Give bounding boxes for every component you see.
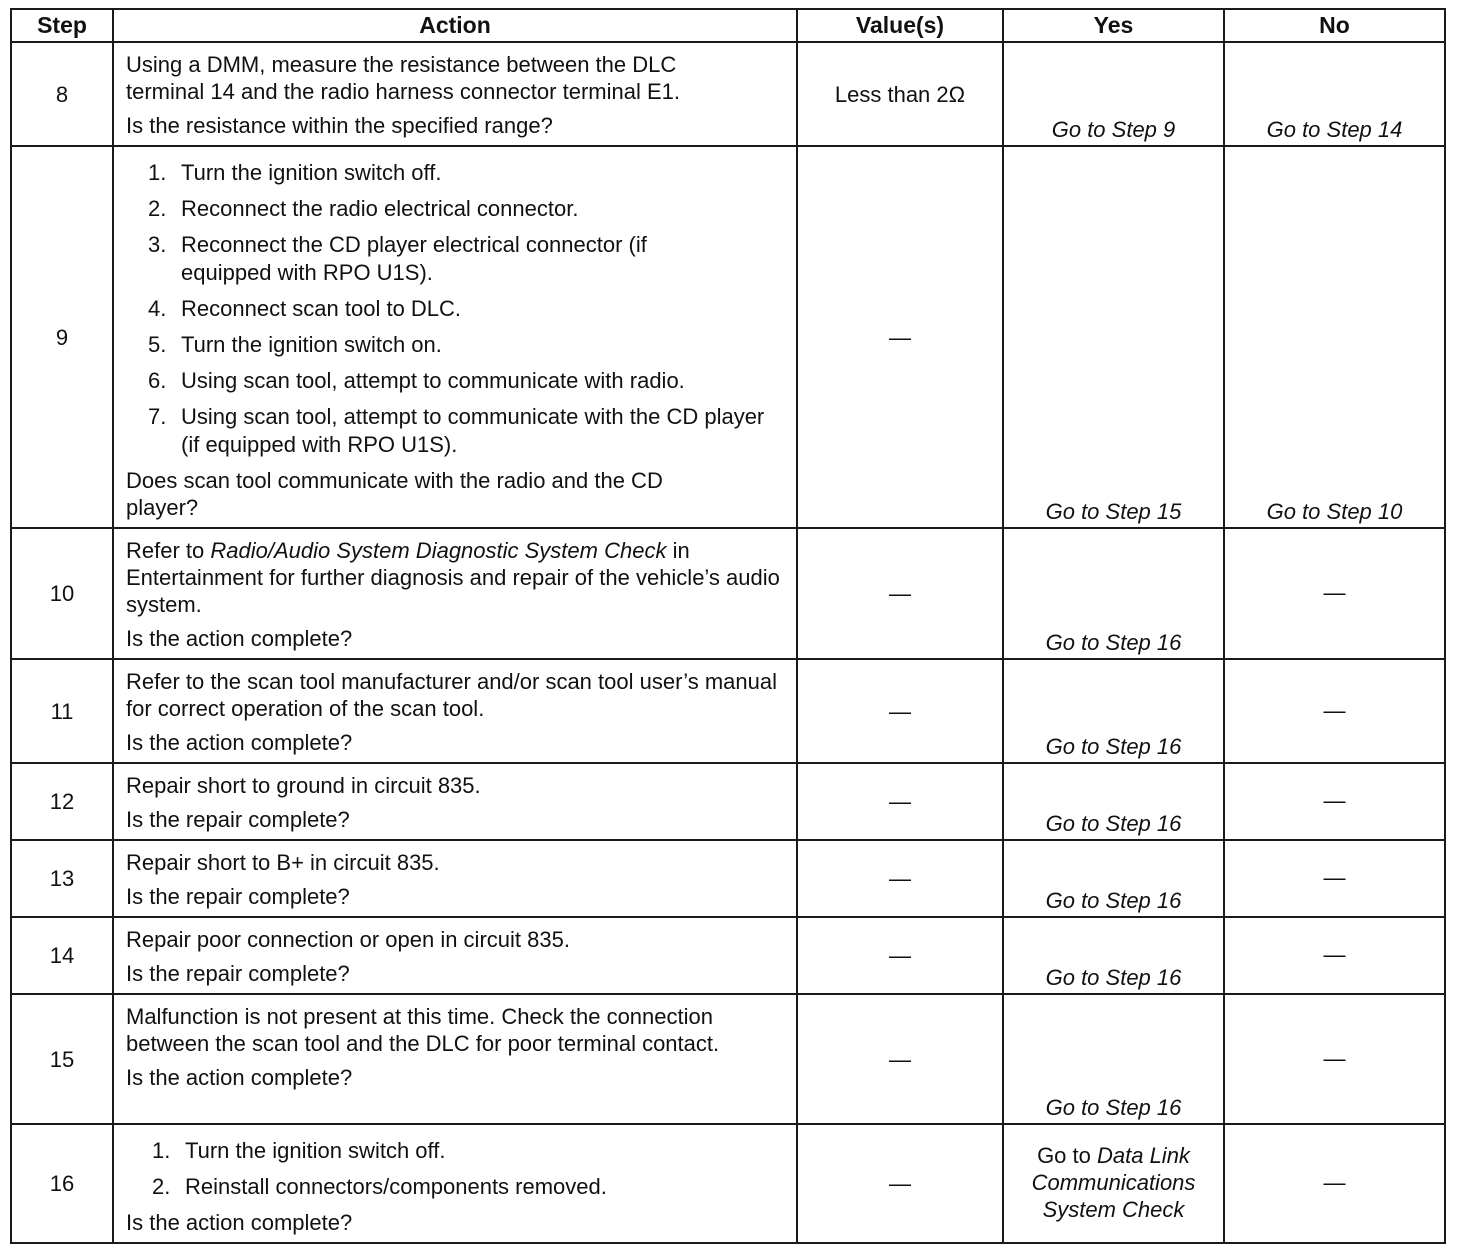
step-number: 9: [11, 146, 113, 528]
procedure-list: [126, 159, 788, 459]
table-row: [11, 840, 1445, 917]
value-cell: Less than 2Ω: [797, 42, 1003, 146]
action-text: Repair short to B+ in circuit 835.: [126, 850, 440, 875]
table-row: [11, 659, 1445, 763]
yes-cell: Go to Step 16: [1003, 994, 1224, 1124]
no-cell: —: [1224, 840, 1445, 917]
value-cell: —: [797, 146, 1003, 528]
action-cell: [113, 763, 797, 840]
no-cell: —: [1224, 528, 1445, 659]
action-question: Does scan tool communicate with the radio and the CD player?: [126, 468, 663, 520]
yes-cell: Go to Step 16: [1003, 763, 1224, 840]
action-text: terminal 14 and the radio harness connector terminal E1.: [126, 79, 680, 104]
no-cell: —: [1224, 994, 1445, 1124]
yes-cell: Go to Step 16: [1003, 659, 1224, 763]
step-number: 13: [11, 840, 113, 917]
list-item: 2. Reconnect the radio electrical connector.: [148, 196, 579, 221]
step-number: 14: [11, 917, 113, 994]
table-row: [11, 1124, 1445, 1243]
table-row: [11, 146, 1445, 528]
list-item: 5. Turn the ignition switch on.: [148, 332, 442, 357]
procedure-list: [126, 1137, 788, 1201]
action-question: Is the repair complete?: [126, 884, 350, 909]
header-yes: Yes: [1003, 9, 1224, 42]
action-text: Using a DMM, measure the resistance between the DLC: [126, 52, 677, 77]
step-number: 10: [11, 528, 113, 659]
header-action: Action: [113, 9, 797, 42]
no-cell: —: [1224, 1124, 1445, 1243]
list-item: 7. Using scan tool, attempt to communicate with the CD player (if equipped with RPO U1S).: [148, 404, 765, 457]
action-question: Is the resistance within the specified range?: [126, 113, 553, 138]
action-cell: [113, 1124, 797, 1243]
yes-cell: Go to Data Link Communications System Check: [1003, 1124, 1224, 1243]
action-text: Malfunction is not present at this time. Check the connection between the scan tool and the DLC for poor terminal contact.: [126, 1004, 720, 1056]
yes-cell: Go to Step 16: [1003, 840, 1224, 917]
list-item: 1. Turn the ignition switch off.: [152, 1138, 446, 1163]
table-row: [11, 917, 1445, 994]
action-question: Is the repair complete?: [126, 807, 350, 832]
step-number: 11: [11, 659, 113, 763]
action-question: Is the repair complete?: [126, 961, 350, 986]
no-cell: —: [1224, 659, 1445, 763]
value-cell: —: [797, 763, 1003, 840]
header-row: [11, 9, 1445, 42]
value-cell: —: [797, 917, 1003, 994]
action-text: Refer to Radio/Audio System Diagnostic System Check in Entertainment for further diagnosis and repair of the vehicle’s audio system.: [126, 538, 780, 617]
step-number: 8: [11, 42, 113, 146]
action-cell: [113, 659, 797, 763]
no-cell: —: [1224, 763, 1445, 840]
no-cell: Go to Step 14: [1224, 42, 1445, 146]
yes-cell: Go to Step 15: [1003, 146, 1224, 528]
list-item: 4. Reconnect scan tool to DLC.: [148, 296, 462, 321]
value-cell: —: [797, 994, 1003, 1124]
action-cell: [113, 42, 797, 146]
action-text: Refer to the scan tool manufacturer and/or scan tool user’s manual for correct operation of the scan tool.: [126, 669, 777, 721]
action-question: Is the action complete?: [126, 730, 353, 755]
action-cell: [113, 840, 797, 917]
action-cell: [113, 146, 797, 528]
table-row: [11, 994, 1445, 1124]
table-row: [11, 763, 1445, 840]
header-no: No: [1224, 9, 1445, 42]
header-step: Step: [11, 9, 113, 42]
value-cell: —: [797, 1124, 1003, 1243]
step-number: 16: [11, 1124, 113, 1243]
diagnostic-table: [10, 8, 1446, 1244]
yes-cell: Go to Step 16: [1003, 917, 1224, 994]
yes-cell: Go to Step 16: [1003, 528, 1224, 659]
list-item: 1. Turn the ignition switch off.: [148, 160, 442, 185]
action-question: Is the action complete?: [126, 1210, 353, 1235]
list-item: 3. Reconnect the CD player electrical connector (if equipped with RPO U1S).: [148, 232, 647, 285]
action-text: Repair poor connection or open in circuit 835.: [126, 927, 570, 952]
action-question: Is the action complete?: [126, 626, 353, 651]
action-cell: [113, 528, 797, 659]
action-question: Is the action complete?: [126, 1065, 353, 1090]
value-cell: —: [797, 840, 1003, 917]
value-cell: —: [797, 528, 1003, 659]
header-values: Value(s): [797, 9, 1003, 42]
table-row: [11, 42, 1445, 146]
table-row: [11, 528, 1445, 659]
value-cell: —: [797, 659, 1003, 763]
step-number: 15: [11, 994, 113, 1124]
no-cell: Go to Step 10: [1224, 146, 1445, 528]
list-item: 6. Using scan tool, attempt to communicate with radio.: [148, 368, 685, 393]
step-number: 12: [11, 763, 113, 840]
no-cell: —: [1224, 917, 1445, 994]
yes-cell: Go to Step 9: [1003, 42, 1224, 146]
action-cell: [113, 917, 797, 994]
list-item: 2. Reinstall connectors/components removed.: [152, 1174, 607, 1199]
action-text: Repair short to ground in circuit 835.: [126, 773, 481, 798]
action-cell: [113, 994, 797, 1124]
